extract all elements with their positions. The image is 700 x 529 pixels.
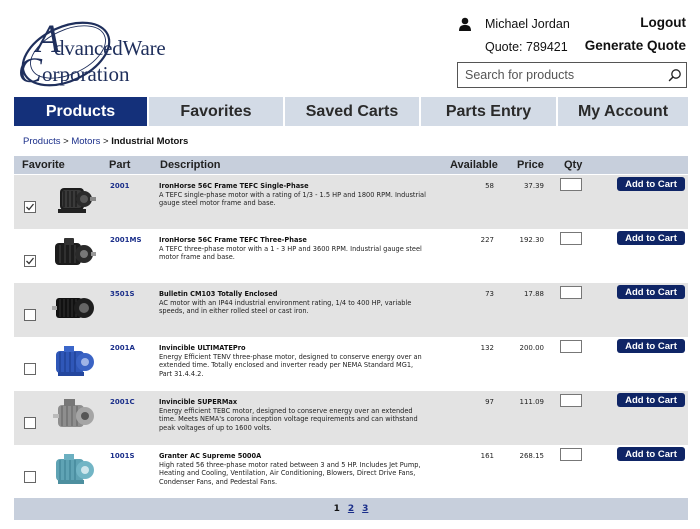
quantity-input[interactable] <box>560 178 582 191</box>
favorite-checkbox[interactable] <box>24 255 36 267</box>
price: 268.15 <box>519 452 544 460</box>
product-description <box>159 236 427 262</box>
pagination <box>14 498 688 520</box>
part-number-link[interactable]: 2001MS <box>110 236 142 244</box>
page-1: 1 <box>333 504 340 514</box>
available-qty: 161 <box>480 452 494 460</box>
logo-text-line2: orporation <box>42 62 130 86</box>
quantity-input[interactable] <box>560 448 582 461</box>
page-3-link[interactable]: 3 <box>362 504 369 514</box>
breadcrumb-current: Industrial Motors <box>111 136 189 147</box>
available-qty: 132 <box>480 344 494 352</box>
logo-text-line1: dvancedWare <box>54 36 166 60</box>
main-nav <box>14 97 688 126</box>
product-image-motor <box>50 233 96 273</box>
favorite-checkbox[interactable] <box>24 201 36 213</box>
price: 111.09 <box>519 398 544 406</box>
quantity-input[interactable] <box>560 232 582 245</box>
column-header-qty: Qty <box>564 159 583 171</box>
user-info <box>458 16 570 32</box>
product-description <box>159 452 427 486</box>
product-description-text: A TEFC three-phase motor with a 1 - 3 HP and 3600 RPM. Industrial gauge steel motor frame and base. <box>159 244 422 262</box>
checkmark-icon <box>25 256 35 266</box>
product-image-motor <box>50 341 96 381</box>
search-box <box>457 62 687 88</box>
favorite-checkbox[interactable] <box>24 363 36 375</box>
product-description <box>159 398 427 432</box>
available-qty: 227 <box>480 236 494 244</box>
user-name: Michael Jordan <box>485 17 570 31</box>
add-to-cart-button[interactable]: Add to Cart <box>617 339 685 353</box>
quote-number: Quote: 789421 <box>485 40 568 54</box>
table-row <box>14 391 688 445</box>
breadcrumb-separator: > <box>60 136 72 147</box>
product-image-motor <box>50 449 96 489</box>
quantity-input[interactable] <box>560 286 582 299</box>
table-row <box>14 283 688 337</box>
add-to-cart-button[interactable]: Add to Cart <box>617 231 685 245</box>
product-title: Bulletin CM103 Totally Enclosed <box>159 290 278 298</box>
search-input[interactable] <box>458 63 664 87</box>
product-description <box>159 182 427 208</box>
tab-products[interactable]: Products <box>14 97 149 126</box>
column-header-part: Part <box>109 159 131 171</box>
product-title: Invincible ULTIMATEPro <box>159 344 246 352</box>
company-logo[interactable] <box>14 8 214 88</box>
product-image-motor <box>50 287 96 327</box>
column-header-description: Description <box>160 159 221 171</box>
price: 192.30 <box>519 236 544 244</box>
tab-my-account[interactable]: My Account <box>558 97 688 126</box>
product-title: Invincible SUPERMax <box>159 398 238 406</box>
product-description-text: Energy Efficient TENV three-phase motor, designed to conserve energy over an extended time. Totally enclosed and inverter ready per NEMA Standard MG1, Part 31.4.4.2. <box>159 352 422 378</box>
column-header-available: Available <box>450 159 498 171</box>
svg-text:A: A <box>36 16 61 61</box>
product-title: IronHorse 56C Frame TEFC Single-Phase <box>159 182 309 190</box>
product-image-motor <box>50 395 96 435</box>
svg-text:C: C <box>18 50 43 88</box>
breadcrumb-separator: > <box>100 136 112 147</box>
table-row <box>14 175 688 229</box>
table-header <box>14 156 688 174</box>
available-qty: 58 <box>485 182 494 190</box>
available-qty: 73 <box>485 290 494 298</box>
generate-quote-link[interactable]: Generate Quote <box>584 38 686 53</box>
column-header-favorite: Favorite <box>22 159 65 171</box>
price: 17.88 <box>523 290 544 298</box>
page-2-link[interactable]: 2 <box>347 504 355 514</box>
product-description-text: AC motor with an IP44 industrial environment rating, 1/4 to 400 HP, variable speeds, and in either rolled steel or cast iron. <box>159 298 412 316</box>
add-to-cart-button[interactable]: Add to Cart <box>617 393 685 407</box>
column-header-price: Price <box>517 159 544 171</box>
breadcrumb <box>23 136 188 147</box>
favorite-checkbox[interactable] <box>24 417 36 429</box>
table-row <box>14 229 688 283</box>
add-to-cart-button[interactable]: Add to Cart <box>617 285 685 299</box>
favorite-checkbox[interactable] <box>24 471 36 483</box>
product-image-motor <box>50 179 96 219</box>
table-row <box>14 445 688 499</box>
price: 200.00 <box>519 344 544 352</box>
part-number-link[interactable]: 2001C <box>110 398 135 406</box>
product-description-text: High rated 56 three-phase motor rated between 3 and 5 HP. Includes Jet Pump, Heating and Cooling, Ventilation, Air Conditioning, Blowers, Direct Drive Fans, Condenser Fans, and Pedestal Fans. <box>159 460 421 486</box>
quantity-input[interactable] <box>560 340 582 353</box>
quantity-input[interactable] <box>560 394 582 407</box>
logout-link[interactable]: Logout <box>640 15 686 30</box>
breadcrumb-products[interactable]: Products <box>23 136 61 147</box>
favorite-checkbox[interactable] <box>24 309 36 321</box>
add-to-cart-button[interactable]: Add to Cart <box>617 177 685 191</box>
product-title: Granter AC Supreme 5000A <box>159 452 262 460</box>
part-number-link[interactable]: 1001S <box>110 452 135 460</box>
product-description-text: A TEFC single-phase motor with a rating of 1/3 - 1.5 HP and 1800 RPM. Industrial gauge steel motor frame and base. <box>159 190 426 208</box>
product-title: IronHorse 56C Frame TEFC Three-Phase <box>159 236 307 244</box>
product-description <box>159 344 427 378</box>
part-number-link[interactable]: 2001A <box>110 344 135 352</box>
tab-favorites[interactable]: Favorites <box>149 97 285 126</box>
tab-saved-carts[interactable]: Saved Carts <box>285 97 421 126</box>
breadcrumb-motors[interactable]: Motors <box>71 136 101 147</box>
part-number-link[interactable]: 2001 <box>110 182 130 190</box>
add-to-cart-button[interactable]: Add to Cart <box>617 447 685 461</box>
checkmark-icon <box>25 202 35 212</box>
tab-parts-entry[interactable]: Parts Entry <box>421 97 558 126</box>
part-number-link[interactable]: 3501S <box>110 290 135 298</box>
product-description-text: Energy efficient TEBC motor, designed to conserve energy over an extended time. Meets NEMA's corona inception voltage requirements and can withstand peak voltages of up to 1600 volts. <box>159 406 418 432</box>
search-icon[interactable] <box>664 64 686 86</box>
user-icon <box>458 17 472 31</box>
available-qty: 97 <box>485 398 494 406</box>
price: 37.39 <box>523 182 544 190</box>
table-row <box>14 337 688 391</box>
product-description <box>159 290 427 316</box>
